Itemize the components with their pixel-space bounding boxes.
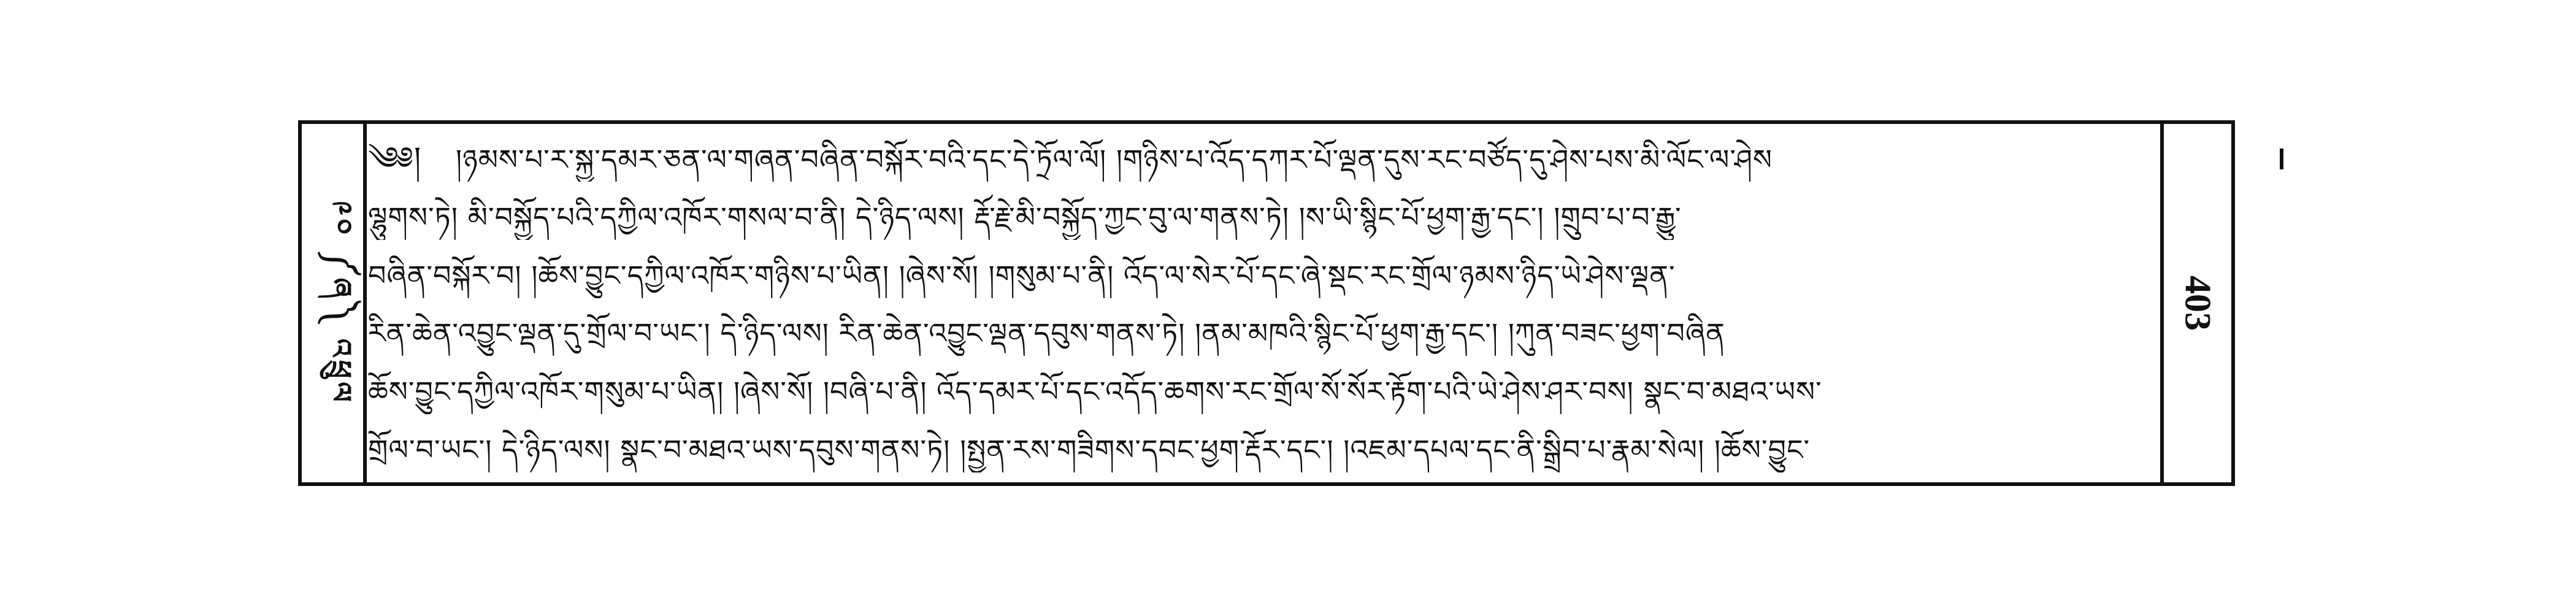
text-line — [368, 195, 2160, 240]
text-line — [368, 253, 2160, 298]
text-line — [368, 310, 2160, 356]
page-number: 403 — [2177, 276, 2218, 331]
line-text: །ཉམས་པ་ར་སྐྱ་དམར་ཅན་ལ་གཞན་བཞིན་བསྐོར་བའི་དང་དེ་ཏྲོལ་ལོ། །གཉིས་པ་འོད་དཀར་པོ་ལྡན་དུས་རང་བཙོད་དུ་ཤེས་པས་མི་ལོང་ལ་ཤེས — [455, 143, 1773, 176]
line-text: ཆོས་བྱུང་དཀྱིལ་འཁོར་གསུམ་པ་ཡིན། །ཞེས་སོ། །བཞི་པ་ནི། འོད་དམར་པོ་དང་འདོད་ཆགས་རང་གྲོལ་སོ་སོར་རྟོག་པའི་ཡེ་ཤེས་ཤར་བས། སྣང་བ་མཐའ་ཡས་ — [368, 375, 1822, 409]
text-line — [368, 427, 2160, 472]
yig-mgo-ornament: ༄༅། — [368, 141, 422, 177]
text-line — [368, 136, 2160, 182]
text-body — [368, 136, 2160, 472]
right-margin — [2164, 124, 2231, 482]
line-text: ལྷུགས་ཏེ། མི་བསྐྱོད་པའི་དཀྱིལ་འཁོར་གསལ་བ་ནི། དེ་ཉིད་ལས། རྡོ་རྗེ་མི་བསྐྱོད་ཀྱང་བུ་ལ་གནས་ཏེ། །ས་ཡི་སྙིང་པོ་ཕྱག་རྒྱ་དང་། །གྲུབ་པ་བ་རྒྱུ་ — [368, 200, 1682, 234]
left-margin-rule — [363, 124, 367, 482]
text-line — [368, 369, 2160, 414]
line-text: བཞིན་བསྐོར་བ། །ཆོས་བྱུང་དཀྱིལ་འཁོར་གཉིས་པ་ཡིན། །ཞེས་སོ། །གསུམ་པ་ནི། འོད་ལ་སེར་པོ་དང་ཞེ་སྡང་རང་གྲོལ་ཉམས་ཉིད་ཡེ་ཤེས་ལྡན་ — [368, 258, 1676, 292]
page-frame — [298, 120, 2235, 486]
edge-tick-mark — [2280, 148, 2283, 169]
margin-label: ༩༠ ༼ཞ༽ འཕྲུལ — [324, 201, 358, 406]
left-margin — [302, 124, 363, 482]
line-text: གྲོལ་བ་ཡང་། དེ་ཉིད་ལས། སྣང་བ་མཐའ་ཡས་དབུས་གནས་ཏེ། །སྤྱན་རས་གཟིགས་དབང་ཕྱག་རྡོར་དང་། །འཇམ་དཔལ་དང་ནི་སྒྲིབ་པ་རྣམ་སེལ། །ཆོས་བྱུང་ — [368, 433, 1811, 466]
line-text: རིན་ཆེན་འབྱུང་ལྡན་དུ་གྲོལ་བ་ཡང་། དེ་ཉིད་ལས། རིན་ཆེན་འབྱུང་ལྡན་དབུས་གནས་ཏེ། །ནམ་མཁའི་སྙིང་པོ་ཕྱག་རྒྱ་དང་། །ཀུན་བཟང་ཕྱག་བཞིན — [368, 317, 1725, 350]
